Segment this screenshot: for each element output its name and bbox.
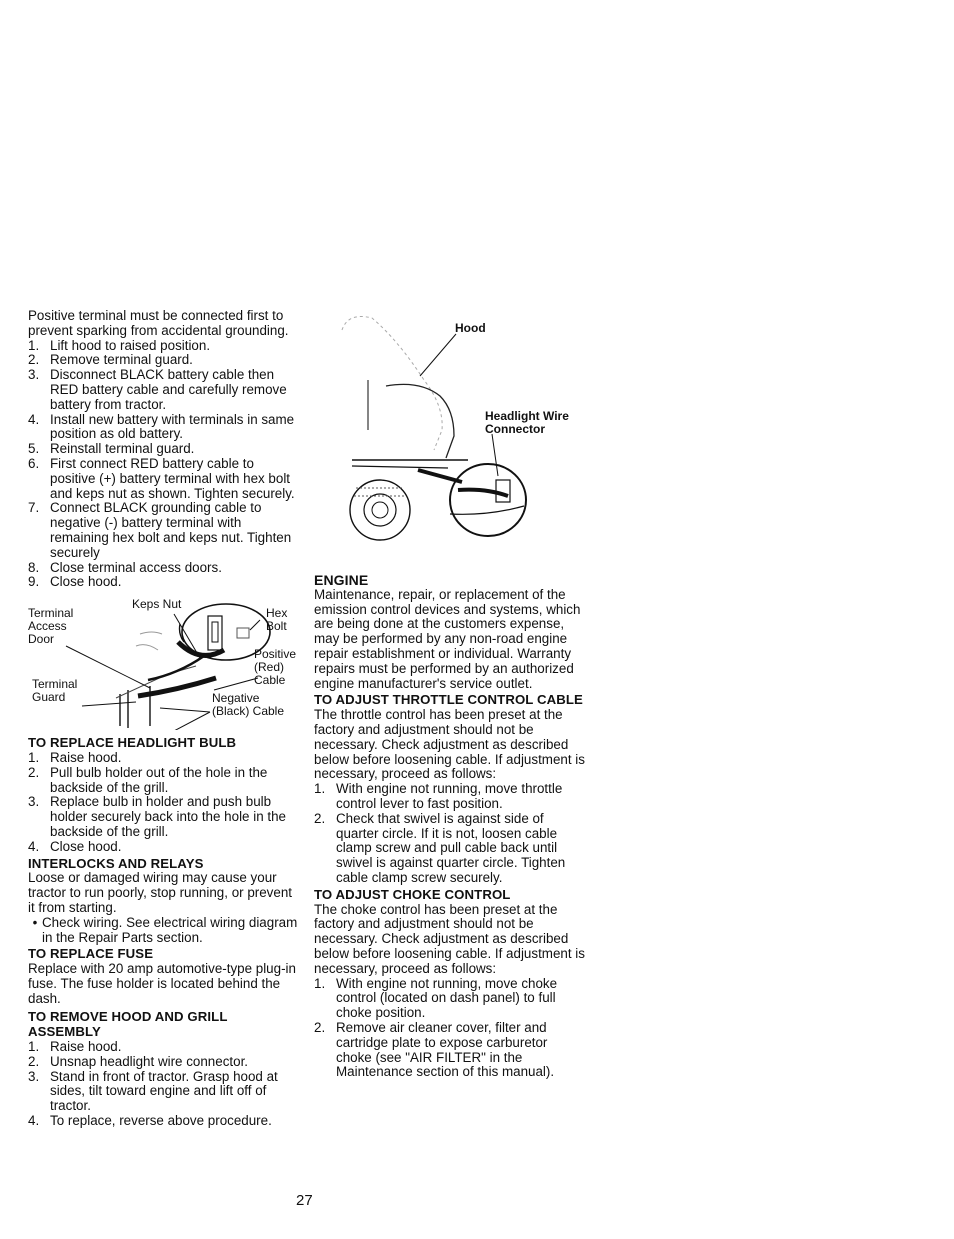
- list-item-number: 2.: [28, 1053, 40, 1069]
- left-column: [28, 309, 300, 1129]
- hood-steps-list: [28, 1040, 300, 1129]
- list-item-text: Close terminal access doors.: [50, 559, 222, 575]
- list-item-text: Check that swivel is against side of quarter circle. If it is not, loosen cable clamp screw and pull cable back until swivel is against quarter circle. Tighten cable clamp screw securely.: [336, 810, 566, 885]
- list-item-text: First connect RED battery cable to positive (+) battery terminal with hex bolt and keps nut as shown. Tighten securely.: [50, 455, 295, 501]
- list-item: [28, 457, 300, 501]
- list-item: [314, 812, 586, 886]
- list-item-text: Close hood.: [50, 574, 122, 590]
- list-item-text: With engine not running, move throttle control lever to fast position.: [336, 781, 563, 811]
- terminal-post: [208, 616, 222, 650]
- list-item-number: 2.: [314, 810, 326, 826]
- list-item: [314, 782, 586, 812]
- red-cable: [148, 656, 204, 680]
- list-item-text: Stand in front of tractor. Grasp hood at sides, tilt toward engine and lift off of tractor.: [50, 1068, 278, 1114]
- keps-nut-label: Keps Nut: [132, 597, 182, 612]
- interlocks-bullet: • Check wiring. See electrical wiring diagram in the Repair Parts section.: [28, 916, 300, 946]
- terminal-access-door-label: Terminal Access Door: [28, 606, 74, 647]
- list-item: [28, 353, 300, 368]
- list-item-text: Remove air cleaner cover, filter and cartridge plate to expose carburetor choke (see "AIR FILTER" in the Maintenance section of this manual).: [336, 1019, 555, 1080]
- list-item-text: Replace bulb in holder and push bulb holder securely back into the hole in the backside of the grill.: [50, 794, 286, 839]
- list-item: [28, 368, 300, 412]
- list-item-text: Remove terminal guard.: [50, 352, 193, 368]
- hex-bolt-label: Hex Bolt: [266, 606, 288, 634]
- list-item: [28, 1070, 300, 1114]
- list-item: [28, 751, 300, 766]
- battery-terminal-figure: [28, 594, 300, 730]
- list-item-number: 7.: [28, 500, 40, 516]
- connector-magnifier: [450, 464, 526, 536]
- throttle-text: The throttle control has been preset at the factory and adjustment should not be necessary. Check adjustment as described below before loosening cable. If adjustment is necessary, proceed as follows:: [314, 707, 585, 782]
- list-item: [28, 575, 300, 590]
- engine-heading: ENGINE: [314, 572, 369, 588]
- engine-text: Maintenance, repair, or replacement of the emission control devices and systems, which are being done at the customers expense, may be performed by any non-road engine repair establishment or individual. Warranty repairs must be performed by an authorized engine manufacturer's service outlet.: [314, 586, 581, 691]
- interlocks-text: Loose or damaged wiring may cause your tractor to run poorly, stop running, or prevent it from starting.: [28, 870, 292, 915]
- list-item-number: 2.: [28, 352, 40, 368]
- list-item: [28, 1040, 300, 1055]
- hood-heading: TO REMOVE HOOD AND GRILL ASSEMBLY: [28, 1009, 228, 1040]
- list-item: [28, 442, 300, 457]
- list-item-number: 5.: [28, 441, 40, 457]
- hood-leader: [420, 334, 456, 376]
- hood-connector-figure: [338, 310, 588, 545]
- front-wheel: [350, 480, 410, 540]
- fuse-heading: TO REPLACE FUSE: [28, 946, 154, 962]
- choke-steps-list: [314, 977, 586, 1081]
- raised-hood-outline: [342, 317, 442, 451]
- page-number: 27: [296, 1192, 313, 1209]
- list-item-number: 2.: [314, 1019, 326, 1035]
- list-item: [314, 1021, 586, 1080]
- list-item-text: Disconnect BLACK battery cable then RED battery cable and carefully remove battery from tractor.: [50, 367, 287, 412]
- list-item-text: Reinstall terminal guard.: [50, 441, 195, 457]
- list-item-number: 4.: [28, 1113, 40, 1129]
- list-item-text: To replace, reverse above procedure.: [50, 1113, 272, 1129]
- headlight-steps-list: [28, 751, 300, 855]
- throttle-heading: TO ADJUST THROTTLE CONTROL CABLE: [314, 692, 583, 708]
- hood-label: Hood: [455, 321, 486, 335]
- cable-in-circle: [178, 642, 224, 655]
- list-item-number: 3.: [28, 1068, 40, 1084]
- battery-steps-list: [28, 339, 300, 591]
- list-item-text: Raise hood.: [50, 1039, 122, 1055]
- list-item-text: Install new battery with terminals in same position as old battery.: [50, 411, 295, 442]
- connector-leader: [492, 434, 498, 476]
- terminal-guard-label: Terminal Guard: [32, 677, 78, 705]
- list-item-number: 4.: [28, 838, 40, 854]
- headlight-wire: [458, 490, 508, 496]
- list-item-text: Unsnap headlight wire connector.: [50, 1053, 249, 1069]
- throttle-steps-list: [314, 782, 586, 886]
- hood-outline: [386, 384, 454, 458]
- list-item-text: Connect BLACK grounding cable to negative (-) battery terminal with remaining hex bolt and keps nut. Tighten securely: [50, 500, 292, 560]
- headlight-heading: TO REPLACE HEADLIGHT BULB: [28, 735, 237, 751]
- fuse-text: Replace with 20 amp automotive-type plug-in fuse. The fuse holder is located behind the dash.: [28, 961, 296, 1006]
- bullet-icon: •: [32, 914, 38, 930]
- list-item-number: 1.: [314, 781, 326, 797]
- list-item-number: 3.: [28, 794, 40, 810]
- list-item: [314, 977, 586, 1021]
- list-item-number: 1.: [28, 337, 40, 353]
- list-item-number: 1.: [314, 975, 326, 991]
- right-column: [314, 571, 586, 1080]
- list-item-number: 4.: [28, 411, 40, 427]
- choke-text: The choke control has been preset at the factory and adjustment should not be necessary. Check adjustment as described below before loosening cable. If adjustment is necessary, proceed as follows:: [314, 901, 585, 976]
- positive-cable-label: Positive (Red) Cable: [254, 647, 297, 688]
- list-item-text: Pull bulb holder out of the hole in the backside of the grill.: [50, 764, 268, 795]
- headlight-connector-label: Headlight Wire Connector: [485, 409, 569, 436]
- list-item: [28, 766, 300, 796]
- list-item-number: 6.: [28, 455, 40, 471]
- list-item-number: 8.: [28, 559, 40, 575]
- list-item: [28, 501, 300, 560]
- list-item-number: 2.: [28, 764, 40, 780]
- list-item-text: Raise hood.: [50, 749, 122, 765]
- list-item: [28, 561, 300, 576]
- choke-heading: TO ADJUST CHOKE CONTROL: [314, 886, 511, 902]
- hex-bolt-shape: [237, 628, 249, 638]
- list-item-text: Lift hood to raised position.: [50, 337, 211, 353]
- list-item: [28, 339, 300, 354]
- list-item: [28, 1114, 300, 1129]
- list-item-number: 9.: [28, 574, 40, 590]
- list-item: [28, 795, 300, 839]
- list-item: [28, 840, 300, 855]
- list-item: [28, 413, 300, 443]
- negative-cable-label: Negative (Black) Cable: [212, 691, 285, 719]
- interlocks-heading: INTERLOCKS AND RELAYS: [28, 855, 204, 871]
- list-item-number: 1.: [28, 749, 40, 765]
- battery-intro: Positive terminal must be connected first to prevent sparking from accidental grounding.: [28, 308, 289, 338]
- list-item: [28, 1055, 300, 1070]
- list-item-number: 3.: [28, 367, 40, 383]
- list-item-text: With engine not running, move choke control (located on dash panel) to full choke position.: [336, 975, 558, 1021]
- list-item-text: Close hood.: [50, 838, 122, 854]
- list-item-number: 1.: [28, 1039, 40, 1055]
